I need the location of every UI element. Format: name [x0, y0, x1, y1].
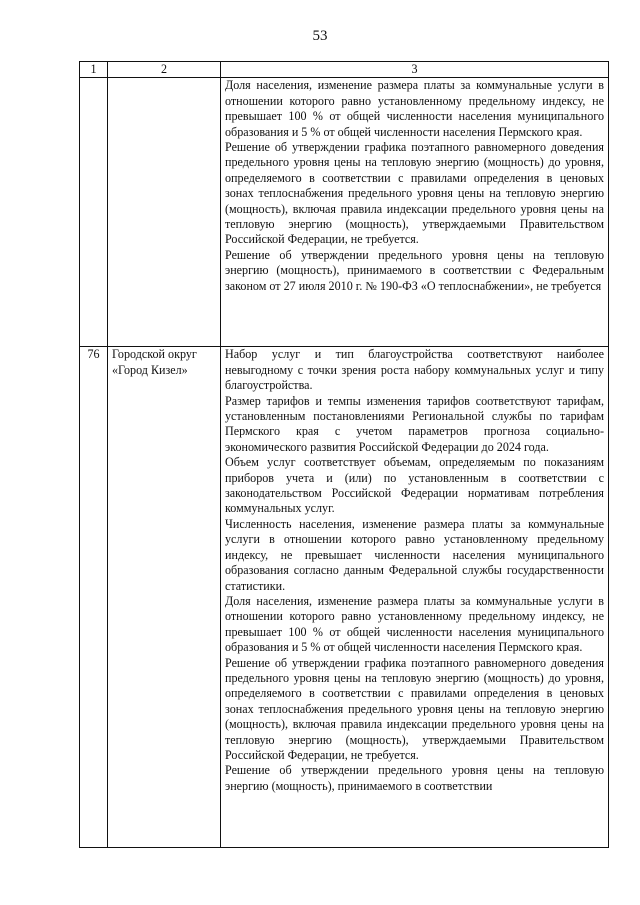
table-header-row — [80, 62, 609, 78]
document-table — [79, 61, 609, 848]
column-header-1: 1 — [80, 62, 108, 78]
page-number: 53 — [312, 28, 328, 44]
paragraph: Численность населения, изменение размера платы за коммунальные услуги в отношении которого равно установленному предельному индексу, не превышает численности населения муниципального образования согласно данным Федеральной службы государственности статистики. — [225, 516, 604, 593]
paragraph: Решение об утверждении графика поэтапного равномерного доведения предельного уровня цены на тепловую энергию (мощность) до уровня, определяемого в соответствии с правилами определения в ценовых зонах теплоснабжения предельного уровня цены на тепловую энергию (мощность), включая правила индексации предельного уровня цены на тепловую энергию (мощность), утверждаемыми Правительством Российской Федерации, не требуется. — [225, 140, 604, 247]
conditions-cell — [221, 78, 609, 347]
municipality-name-cell — [108, 78, 221, 347]
paragraph: Доля населения, изменение размера платы за коммунальные услуги в отношении которого равно установленному предельному индексу, не превышает 100 % от общей численности населения муниципального образования и 5 % от общей численности населения Пермского края. — [225, 593, 604, 655]
column-header-2: 2 — [108, 62, 221, 78]
paragraph: Размер тарифов и темпы изменения тарифов соответствуют тарифам, установленным постановлениями Региональной службы по тарифам Пермского края с учетом параметров прогноза социально-экономического развития Российской Федерации до 2024 года. — [225, 393, 604, 454]
table-row — [80, 78, 609, 347]
row-number-cell — [80, 78, 108, 347]
column-header-3: 3 — [221, 62, 609, 78]
paragraph: Решение об утверждении предельного уровня цены на тепловую энергию (мощность), принимаемого в соответствии — [225, 763, 604, 793]
paragraph: Решение об утверждении предельного уровня цены на тепловую энергию (мощность), принимаемого в соответствии с Федеральным законом от 27 июля 2010 г. № 190-ФЗ «О теплоснабжении», не требуется — [225, 247, 604, 293]
paragraph: Доля населения, изменение размера платы за коммунальные услуги в отношении которого равно установленному предельному индексу, не превышает 100 % от общей численности населения муниципального образования и 5 % от общей численности населения Пермского края. — [225, 78, 604, 139]
table-row — [80, 347, 609, 848]
paragraph: Объем услуг соответствует объемам, определяемым по показаниям приборов учета и (или) по установленным в соответствии с законодательством Российской Федерации нормативам потребления коммунальных услуг. — [225, 455, 604, 516]
row-number-cell: 76 — [80, 347, 108, 848]
municipality-name-cell: Городской округ «Город Кизел» — [108, 347, 221, 848]
paragraph: Решение об утверждении графика поэтапного равномерного доведения предельного уровня цены на тепловую энергию (мощность) до уровня, определяемого в соответствии с правилами определения в ценовых зонах теплоснабжения предельного уровня цены на тепловую энергию (мощность), включая правила индексации предельного уровня цены на тепловую энергию (мощность), утверждаемыми Правительством Российской Федерации, не требуется. — [225, 655, 604, 762]
paragraph: Набор услуг и тип благоустройства соответствуют наиболее невыгодному с точки зрения роста набору коммунальных услуг и типу благоустройства. — [225, 347, 604, 393]
conditions-cell — [221, 347, 609, 848]
